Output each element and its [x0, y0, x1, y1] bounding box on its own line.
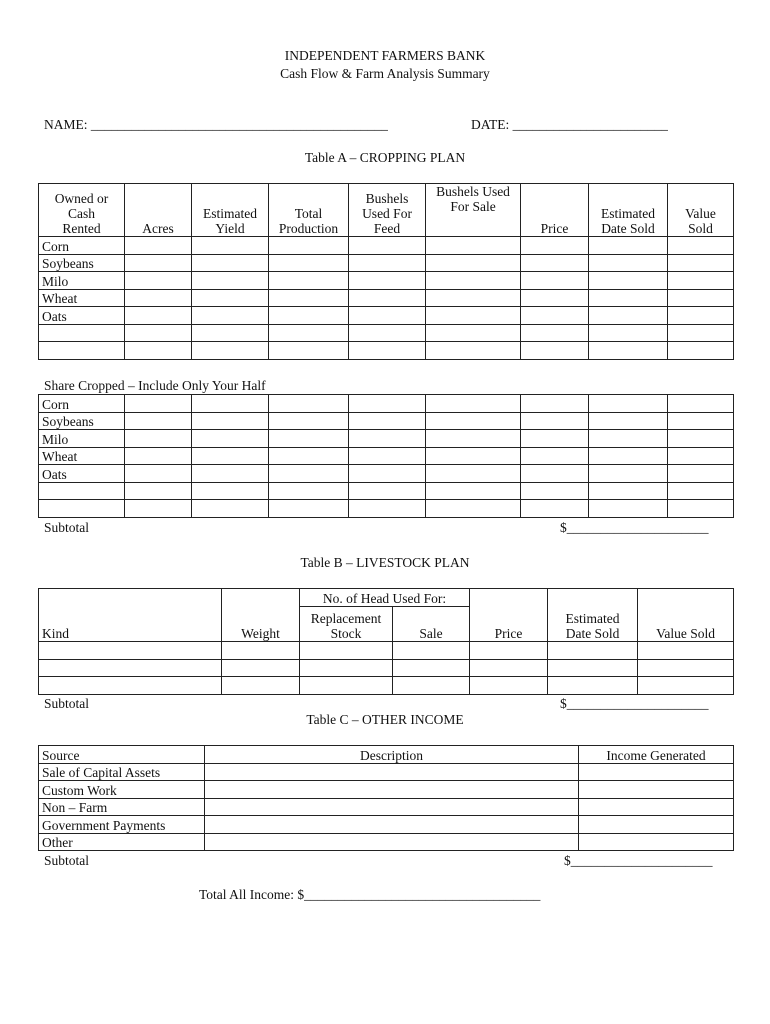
entry-cell[interactable] — [125, 482, 192, 500]
header-total-production: Total Production — [269, 184, 349, 237]
entry-cell[interactable] — [426, 500, 521, 518]
entry-cell[interactable] — [349, 307, 426, 325]
table-b-subtotal-label: Subtotal — [44, 696, 90, 711]
entry-cell[interactable] — [426, 412, 521, 430]
entry-cell[interactable] — [589, 500, 668, 518]
table-row — [39, 447, 734, 465]
income-source-cell: Non – Farm — [39, 798, 205, 816]
entry-cell[interactable] — [521, 237, 589, 255]
income-source-cell: Custom Work — [39, 781, 205, 799]
entry-cell[interactable] — [521, 307, 589, 325]
entry-cell[interactable] — [269, 289, 349, 307]
entry-cell[interactable] — [589, 395, 668, 413]
entry-cell[interactable] — [521, 324, 589, 342]
crop-name-cell — [39, 482, 125, 500]
cropping-plan-table — [38, 183, 734, 360]
entry-cell[interactable] — [521, 465, 589, 483]
entry-cell[interactable] — [125, 324, 192, 342]
crop-name-cell: Milo — [39, 272, 125, 290]
entry-cell[interactable] — [589, 412, 668, 430]
entry-cell[interactable] — [521, 500, 589, 518]
entry-cell[interactable] — [125, 465, 192, 483]
header-livestock-est-date: Estimated Date Sold — [548, 589, 638, 642]
entry-cell[interactable] — [192, 254, 269, 272]
entry-cell[interactable] — [269, 500, 349, 518]
entry-cell[interactable] — [269, 342, 349, 360]
entry-cell[interactable] — [426, 482, 521, 500]
entry-cell[interactable] — [668, 237, 734, 255]
header-estimated-date: Estimated Date Sold — [589, 184, 668, 237]
table-row — [39, 272, 734, 290]
entry-cell[interactable] — [426, 254, 521, 272]
entry-cell[interactable] — [668, 395, 734, 413]
table-row — [39, 816, 734, 834]
entry-cell[interactable] — [349, 447, 426, 465]
entry-cell[interactable] — [521, 482, 589, 500]
entry-cell[interactable] — [269, 254, 349, 272]
entry-cell[interactable] — [668, 412, 734, 430]
table-c-title: Table C – OTHER INCOME — [306, 712, 464, 727]
entry-cell[interactable] — [426, 324, 521, 342]
entry-cell[interactable] — [668, 465, 734, 483]
table-c-subtotal-field[interactable]: $_____________________ — [564, 853, 713, 868]
entry-cell[interactable] — [589, 237, 668, 255]
entry-cell[interactable] — [269, 272, 349, 290]
entry-cell[interactable] — [192, 237, 269, 255]
entry-cell[interactable] — [589, 482, 668, 500]
entry-cell[interactable] — [125, 254, 192, 272]
header-weight: Weight — [222, 589, 300, 642]
entry-cell[interactable] — [521, 289, 589, 307]
header-bushels-sale: Bushels Used For Sale — [426, 184, 521, 237]
entry-cell[interactable] — [349, 342, 426, 360]
header-livestock-value: Value Sold — [638, 589, 734, 642]
crop-name-cell: Corn — [39, 395, 125, 413]
crop-name-cell: Oats — [39, 465, 125, 483]
income-source-cell: Government Payments — [39, 816, 205, 834]
entry-cell[interactable] — [192, 289, 269, 307]
table-row — [39, 289, 734, 307]
table-row — [39, 412, 734, 430]
entry-cell[interactable] — [589, 307, 668, 325]
entry-cell[interactable] — [426, 237, 521, 255]
entry-cell[interactable] — [125, 395, 192, 413]
entry-cell[interactable] — [521, 412, 589, 430]
share-cropped-label: Share Cropped – Include Only Your Half — [44, 378, 266, 393]
total-all-income[interactable]: Total All Income: $___________________________________ — [199, 887, 541, 902]
entry-cell[interactable] — [349, 500, 426, 518]
entry-cell[interactable] — [426, 342, 521, 360]
header-source: Source — [39, 746, 205, 764]
header-no-of-head: No. of Head Used For: — [300, 589, 470, 607]
entry-cell[interactable] — [269, 465, 349, 483]
entry-cell[interactable] — [269, 395, 349, 413]
crop-name-cell — [39, 324, 125, 342]
entry-cell[interactable] — [668, 447, 734, 465]
entry-cell[interactable] — [192, 272, 269, 290]
entry-cell[interactable] — [426, 307, 521, 325]
crop-name-cell: Wheat — [39, 447, 125, 465]
entry-cell[interactable] — [589, 447, 668, 465]
entry-cell[interactable] — [426, 465, 521, 483]
entry-cell[interactable] — [349, 430, 426, 448]
header-bushels-feed: Bushels Used For Feed — [349, 184, 426, 237]
entry-cell[interactable] — [668, 254, 734, 272]
entry-cell[interactable] — [589, 272, 668, 290]
table-c-subtotal-label: Subtotal — [44, 853, 90, 868]
entry-cell[interactable] — [269, 430, 349, 448]
entry-cell[interactable] — [589, 254, 668, 272]
other-income-table — [38, 745, 734, 851]
table-a-header-row — [39, 184, 734, 237]
entry-cell[interactable] — [521, 395, 589, 413]
header-owned: Owned or Cash Rented — [39, 184, 125, 237]
entry-cell[interactable] — [192, 307, 269, 325]
entry-cell[interactable] — [349, 289, 426, 307]
header-replacement-stock: Replacement Stock — [300, 607, 393, 642]
entry-cell[interactable] — [426, 447, 521, 465]
entry-cell[interactable] — [125, 412, 192, 430]
entry-cell[interactable] — [125, 307, 192, 325]
table-row — [39, 324, 734, 342]
header-kind: Kind — [39, 589, 222, 642]
table-row — [39, 798, 734, 816]
entry-cell[interactable] — [521, 342, 589, 360]
entry-cell[interactable] — [269, 412, 349, 430]
crop-name-cell: Soybeans — [39, 254, 125, 272]
header-livestock-price: Price — [470, 589, 548, 642]
entry-cell[interactable] — [589, 342, 668, 360]
header-price: Price — [521, 184, 589, 237]
entry-cell[interactable] — [426, 395, 521, 413]
form-subtitle: Cash Flow & Farm Analysis Summary — [280, 66, 490, 81]
entry-cell[interactable] — [125, 237, 192, 255]
entry-cell[interactable] — [349, 324, 426, 342]
entry-cell[interactable] — [125, 342, 192, 360]
entry-cell[interactable] — [349, 395, 426, 413]
entry-cell[interactable] — [668, 500, 734, 518]
table-row — [39, 642, 734, 660]
header-estimated-yield: Estimated Yield — [192, 184, 269, 237]
entry-cell[interactable] — [125, 289, 192, 307]
table-a-subtotal-label: Subtotal — [44, 520, 90, 535]
entry-cell[interactable] — [192, 482, 269, 500]
entry-cell[interactable] — [349, 237, 426, 255]
entry-cell[interactable] — [668, 289, 734, 307]
entry-cell[interactable] — [521, 430, 589, 448]
table-a-title: Table A – CROPPING PLAN — [304, 150, 466, 165]
description-cell[interactable] — [205, 781, 579, 799]
livestock-plan-table — [38, 588, 734, 695]
entry-cell[interactable] — [192, 430, 269, 448]
entry-cell[interactable] — [192, 447, 269, 465]
date-field[interactable]: DATE: _______________________ — [471, 117, 668, 132]
entry-cell[interactable] — [125, 430, 192, 448]
table-b-header-row-1 — [39, 589, 734, 607]
entry-cell[interactable] — [426, 272, 521, 290]
table-row — [39, 781, 734, 799]
crop-name-cell: Oats — [39, 307, 125, 325]
entry-cell[interactable] — [589, 465, 668, 483]
entry-cell[interactable] — [125, 272, 192, 290]
crop-name-cell — [39, 500, 125, 518]
entry-cell[interactable] — [349, 272, 426, 290]
header-description: Description — [205, 746, 579, 764]
entry-cell[interactable] — [192, 412, 269, 430]
description-cell[interactable] — [205, 763, 579, 781]
name-field[interactable]: NAME: ____________________________________________ — [44, 117, 388, 132]
entry-cell[interactable] — [192, 342, 269, 360]
entry-cell[interactable] — [125, 500, 192, 518]
table-row — [39, 254, 734, 272]
entry-cell[interactable] — [349, 412, 426, 430]
entry-cell[interactable] — [349, 254, 426, 272]
table-row — [39, 763, 734, 781]
entry-cell[interactable] — [668, 430, 734, 448]
income-cell[interactable] — [579, 833, 734, 851]
entry-cell[interactable] — [192, 324, 269, 342]
crop-name-cell: Milo — [39, 430, 125, 448]
income-cell[interactable] — [579, 763, 734, 781]
entry-cell[interactable] — [269, 324, 349, 342]
description-cell[interactable] — [205, 798, 579, 816]
table-row — [39, 237, 734, 255]
table-b-subtotal-field[interactable]: $_____________________ — [560, 696, 709, 711]
entry-cell[interactable] — [521, 254, 589, 272]
entry-cell[interactable] — [192, 500, 269, 518]
entry-cell[interactable] — [668, 482, 734, 500]
entry-cell[interactable] — [589, 289, 668, 307]
entry-cell[interactable] — [668, 307, 734, 325]
table-row — [39, 465, 734, 483]
entry-cell[interactable] — [668, 272, 734, 290]
entry-cell[interactable] — [589, 324, 668, 342]
table-row — [39, 500, 734, 518]
crop-name-cell: Corn — [39, 237, 125, 255]
table-row — [39, 342, 734, 360]
table-row — [39, 395, 734, 413]
table-row — [39, 659, 734, 677]
share-cropped-table — [38, 394, 734, 518]
entry-cell[interactable] — [349, 465, 426, 483]
entry-cell[interactable] — [125, 447, 192, 465]
entry-cell[interactable] — [589, 430, 668, 448]
entry-cell[interactable] — [426, 430, 521, 448]
income-cell[interactable] — [579, 816, 734, 834]
entry-cell[interactable] — [269, 447, 349, 465]
table-a-subtotal-field[interactable]: $_____________________ — [560, 520, 709, 535]
table-c-header-row — [39, 746, 734, 764]
bank-name: INDEPENDENT FARMERS BANK — [284, 48, 486, 63]
entry-cell[interactable] — [269, 482, 349, 500]
entry-cell[interactable] — [192, 465, 269, 483]
entry-cell[interactable] — [192, 395, 269, 413]
crop-name-cell — [39, 342, 125, 360]
header-value-sold: Value Sold — [668, 184, 734, 237]
header-income-generated: Income Generated — [579, 746, 734, 764]
description-cell[interactable] — [205, 816, 579, 834]
income-cell[interactable] — [579, 798, 734, 816]
crop-name-cell: Wheat — [39, 289, 125, 307]
income-cell[interactable] — [579, 781, 734, 799]
table-row — [39, 833, 734, 851]
table-row — [39, 677, 734, 695]
table-row — [39, 482, 734, 500]
entry-cell[interactable] — [668, 324, 734, 342]
header-sale: Sale — [393, 607, 470, 642]
entry-cell[interactable] — [269, 237, 349, 255]
description-cell[interactable] — [205, 833, 579, 851]
entry-cell[interactable] — [349, 482, 426, 500]
header-acres: Acres — [125, 184, 192, 237]
entry-cell[interactable] — [269, 307, 349, 325]
income-source-cell: Other — [39, 833, 205, 851]
entry-cell[interactable] — [668, 342, 734, 360]
income-source-cell: Sale of Capital Assets — [39, 763, 205, 781]
table-b-title: Table B – LIVESTOCK PLAN — [300, 555, 470, 570]
table-row — [39, 430, 734, 448]
crop-name-cell: Soybeans — [39, 412, 125, 430]
entry-cell[interactable] — [521, 447, 589, 465]
entry-cell[interactable] — [521, 272, 589, 290]
table-row — [39, 307, 734, 325]
entry-cell[interactable] — [426, 289, 521, 307]
